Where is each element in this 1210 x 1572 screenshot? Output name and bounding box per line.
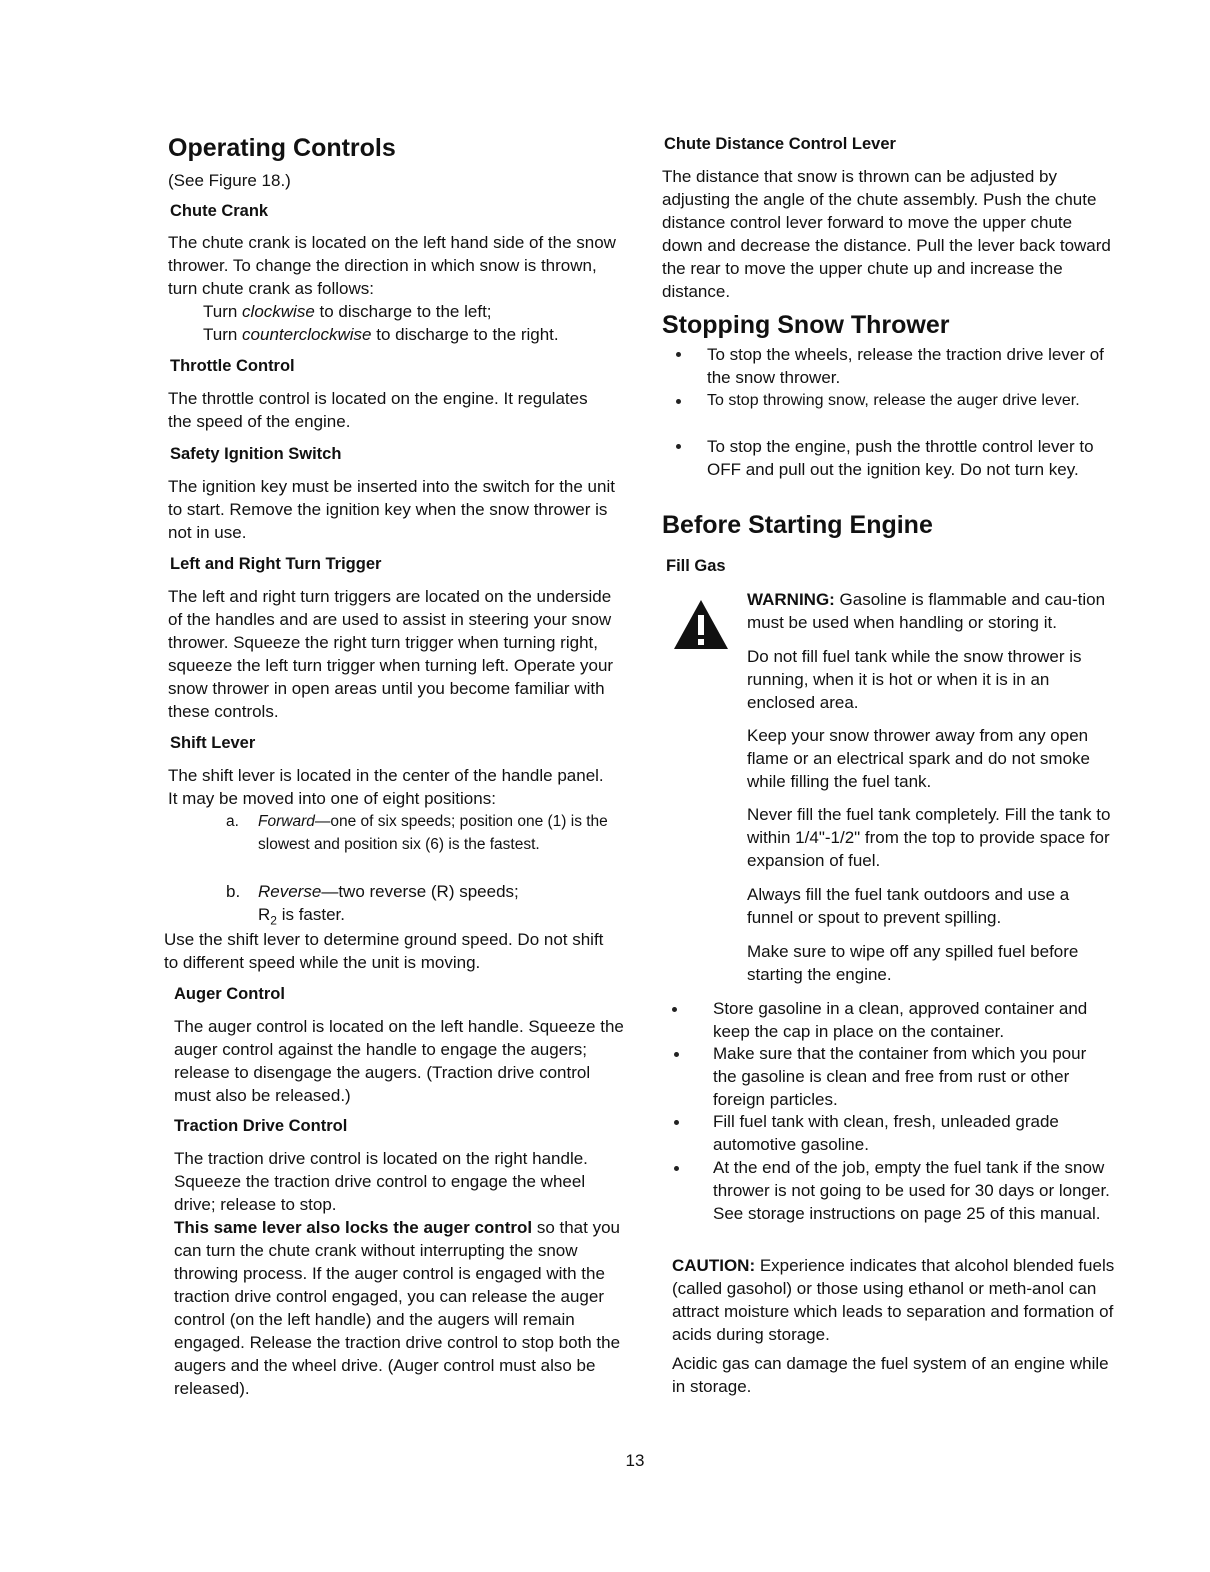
bullet-dot [674, 1052, 679, 1057]
warning-point-2: Keep your snow thrower away from any open flame or an electrical spark and do not smoke while filling the fuel tank. [747, 726, 1091, 791]
safety-ignition-heading: Safety Ignition Switch [170, 445, 342, 463]
fuel-bullet-1: Store gasoline in a clean, approved container and keep the cap in place on the container. [713, 999, 1088, 1041]
shift-option-b: Reverse—two reverse (R) speeds; $R_2$ is faster. [258, 882, 519, 928]
bullet-dot [674, 1166, 679, 1171]
chute-distance-body: The distance that snow is thrown can be adjusted by adjusting the angle of the chute assembly. Push the chute distance control lever forward to move the upper chute down and decrease the distance. Pull the lever back toward the rear to move the upper chute up and increase the distance. [662, 167, 1111, 301]
before-starting-title: Before Starting Engine [662, 511, 933, 539]
shift-lever-after: Use the shift lever to determine ground speed. Do not shift to different speed while the unit is moving. [164, 930, 604, 972]
shift-lever-body: The shift lever is located in the center of the handle panel. It may be moved into one of eight positions: [168, 766, 604, 808]
shift-option-a-label: a. [226, 813, 239, 830]
stopping-bullet-1: To stop the wheels, release the traction drive lever of the snow thrower. [707, 345, 1104, 387]
stopping-bullet-3: To stop the engine, push the throttle control lever to OFF and pull out the ignition key. Do not turn key. [707, 437, 1094, 479]
traction-drive-heading: Traction Drive Control [174, 1117, 348, 1135]
fuel-bullet-2: Make sure that the container from which you pour the gasoline is clean and free from rust or other foreign particles. [713, 1044, 1087, 1109]
safety-ignition-body: The ignition key must be inserted into the switch for the unit to start. Remove the ignition key when the snow thrower is not in use. [168, 477, 615, 542]
chute-crank-heading: Chute Crank [170, 202, 269, 220]
page-number: 13 [625, 1451, 645, 1470]
stopping-bullet-2: To stop throwing snow, release the auger drive lever. [707, 392, 1080, 409]
bullet-dot [672, 1007, 677, 1012]
throttle-control-body: The throttle control is located on the engine. It regulates the speed of the engine. [168, 389, 588, 431]
shift-option-a: Forward—one of six speeds; position one (1) is the slowest and position six (6) is the fastest. [258, 813, 608, 853]
turn-trigger-heading: Left and Right Turn Trigger [170, 555, 382, 573]
auger-control-heading: Auger Control [174, 985, 285, 1003]
warning-point-5: Make sure to wipe off any spilled fuel before starting the engine. [747, 942, 1079, 984]
bullet-dot [676, 399, 681, 404]
auger-control-body: The auger control is located on the left handle. Squeeze the auger control against the handle to engage the augers; release to disengage the augers. (Traction drive control must also be released.) [174, 1017, 624, 1105]
warning-triangle-icon [672, 598, 730, 651]
caution-text: CAUTION: Experience indicates that alcohol blended fuels (called gasohol) or those using ethanol or meth-anol can attract moisture which leads to separation and formation of acids during storage. [672, 1256, 1115, 1344]
chute-crank-counterclockwise: Turn counterclockwise to discharge to the right. [203, 325, 559, 344]
warning-point-4: Always fill the fuel tank outdoors and use a funnel or spout to prevent spilling. [747, 885, 1070, 927]
operating-controls-title: Operating Controls [168, 134, 396, 162]
warning-point-1: Do not fill fuel tank while the snow thrower is running, when it is hot or when it is in an enclosed area. [747, 647, 1082, 712]
warning-text: WARNING: Gasoline is flammable and cau-tion must be used when handling or storing it. [747, 590, 1106, 632]
bullet-dot [676, 444, 681, 449]
chute-crank-clockwise: Turn clockwise to discharge to the left; [203, 302, 492, 321]
acidic-gas-note: Acidic gas can damage the fuel system of an engine while in storage. [672, 1354, 1109, 1396]
turn-trigger-body: The left and right turn triggers are located on the underside of the handles and are used to assist in steering your snow thrower. Squeeze the right turn trigger when turning right, squeeze the left turn trigger when turning left. Operate your snow thrower in open areas until you become familiar with these controls. [168, 587, 614, 721]
warning-point-3: Never fill the fuel tank completely. Fill the tank to within 1/4"-1/2" from the top to provide space for expansion of fuel. [747, 805, 1111, 870]
fill-gas-heading: Fill Gas [666, 557, 726, 575]
traction-drive-body: The traction drive control is located on the right handle. Squeeze the traction drive control to engage the wheel drive; release to stop. [174, 1149, 588, 1214]
throttle-control-heading: Throttle Control [170, 357, 295, 375]
fuel-bullet-3: Fill fuel tank with clean, fresh, unleaded grade automotive gasoline. [713, 1112, 1059, 1154]
shift-lever-heading: Shift Lever [170, 734, 256, 752]
see-figure-note: (See Figure 18.) [168, 171, 291, 190]
fuel-bullet-4: At the end of the job, empty the fuel tank if the snow thrower is not going to be used for 30 days or longer. See storage instructions on page 25 of this manual. [713, 1158, 1110, 1223]
traction-drive-body-2: This same lever also locks the auger control so that you can turn the chute crank without interrupting the snow throwing process. If the auger control is engaged with the traction drive control engaged, you can release the auger control (on the left handle) and the augers will remain engaged. Release the traction drive control to stop both the augers and the wheel drive. (Auger control must also be released). [174, 1218, 621, 1398]
chute-crank-body: The chute crank is located on the left hand side of the snow thrower. To change the direction in which snow is thrown, turn chute crank as follows: [168, 233, 616, 298]
bullet-dot [674, 1120, 679, 1125]
shift-option-b-label: b. [226, 882, 241, 901]
stopping-title: Stopping Snow Thrower [662, 311, 950, 339]
bullet-dot [676, 352, 681, 357]
chute-distance-heading: Chute Distance Control Lever [664, 135, 896, 153]
